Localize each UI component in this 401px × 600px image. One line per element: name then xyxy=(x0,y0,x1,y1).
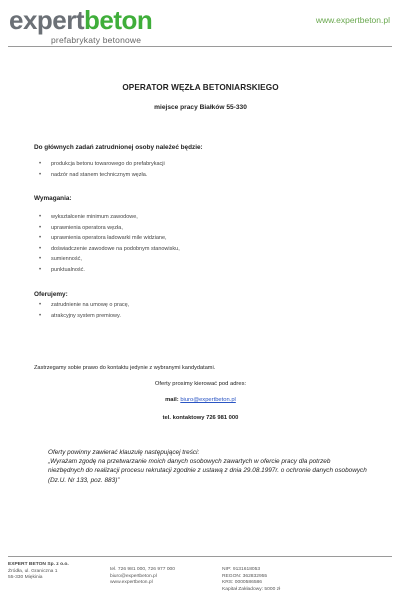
offer-list xyxy=(38,300,129,321)
footer-company-name: EXPERT BETON Sp. z o.o. xyxy=(8,562,69,567)
list-item: • produkcja betonu towarowego do prefabrykacji xyxy=(38,159,165,170)
footer-registry-info xyxy=(222,567,280,593)
list-item: • punktualność. xyxy=(38,265,180,276)
duties-list xyxy=(38,159,165,180)
contact-email-link[interactable]: biuro@expertbeton.pl xyxy=(180,397,236,403)
job-location: miejsce pracy Białków 55-330 xyxy=(154,104,247,111)
footer-address-1: Źródła, ul. Graniczna 1 xyxy=(8,568,58,574)
footer-contact-info xyxy=(110,567,175,587)
footer-nip: NIP: 9131618053 xyxy=(222,567,261,572)
footer-website[interactable]: www.expertbeton.pl xyxy=(110,580,153,585)
list-item: • zatrudnienie na umowę o pracę, xyxy=(38,300,129,311)
notice-intro: Oferty powinny zawierać klauzulę następującej treści: xyxy=(48,449,200,456)
list-item: • atrakcyjny system premiowy. xyxy=(38,311,129,322)
list-item: • uprawnienia operatora węzła, xyxy=(38,223,180,234)
job-title: OPERATOR WĘZŁA BETONIARSKIEGO xyxy=(122,83,279,92)
logo-tagline: prefabrykaty betonowe xyxy=(51,35,142,45)
list-item: • uprawnienia operatora ładowarki mile widziane, xyxy=(38,233,180,244)
duties-heading: Do głównych zadań zatrudnionej osoby należeć będzie: xyxy=(34,144,203,151)
logo-text-beton: beton xyxy=(84,5,153,35)
footer-email[interactable]: biuro@expertbeton.pl xyxy=(110,573,157,579)
footer-regon: REGON: 362832955 xyxy=(222,573,268,579)
list-item: • wykształcenie minimum zawodowe, xyxy=(38,212,180,223)
company-logo xyxy=(9,6,179,46)
logo-text-expert: expert xyxy=(9,5,85,35)
footer-address-2: 55-330 Miękinia xyxy=(8,575,43,580)
logo-arrow-icon xyxy=(20,20,36,40)
mail-label: mail: xyxy=(165,397,179,403)
offer-heading: Oferujemy: xyxy=(34,291,68,298)
reservation-note: Zastrzegamy sobie prawo do kontaktu jedynie z wybranymi kandydatami. xyxy=(34,365,216,371)
header-divider xyxy=(8,46,392,47)
footer-divider xyxy=(8,556,392,557)
list-item: • doświadczenie zawodowe na podobnym stanowisku, xyxy=(38,244,180,255)
notice-clause: „Wyrażam zgodę na przetwarzanie moich danych osobowych zawartych w ofercie pracy dla potrzeb niezbędnych do realizacji procesu rekrutacji zgodnie z ustawą z dnia 29.08.1997r. o ochronie danych osobowych (Dz.U. Nr 133, poz. 883)” xyxy=(48,458,367,484)
letterhead-header xyxy=(0,0,401,52)
footer-company-info xyxy=(8,562,69,582)
header-website[interactable]: www.expertbeton.pl xyxy=(315,15,390,25)
contact-phone: tel. kontaktowy 726 981 000 xyxy=(162,415,239,421)
contact-email-line xyxy=(0,397,401,403)
footer-krs: KRS: 0000586586 xyxy=(222,580,262,585)
footer-phones: tel. 726 981 000, 726 977 000 xyxy=(110,567,175,572)
list-item: • sumienność, xyxy=(38,254,180,265)
list-item: • nadzór nad stanem technicznym węzła. xyxy=(38,170,165,181)
offers-instruction: Oferty prosimy kierować pod adres: xyxy=(154,381,247,387)
footer-capital: Kapitał Zakładowy: 5000 zł xyxy=(222,586,281,592)
requirements-list xyxy=(38,212,180,276)
requirements-heading: Wymagania: xyxy=(34,195,72,202)
data-protection-notice xyxy=(48,448,368,485)
